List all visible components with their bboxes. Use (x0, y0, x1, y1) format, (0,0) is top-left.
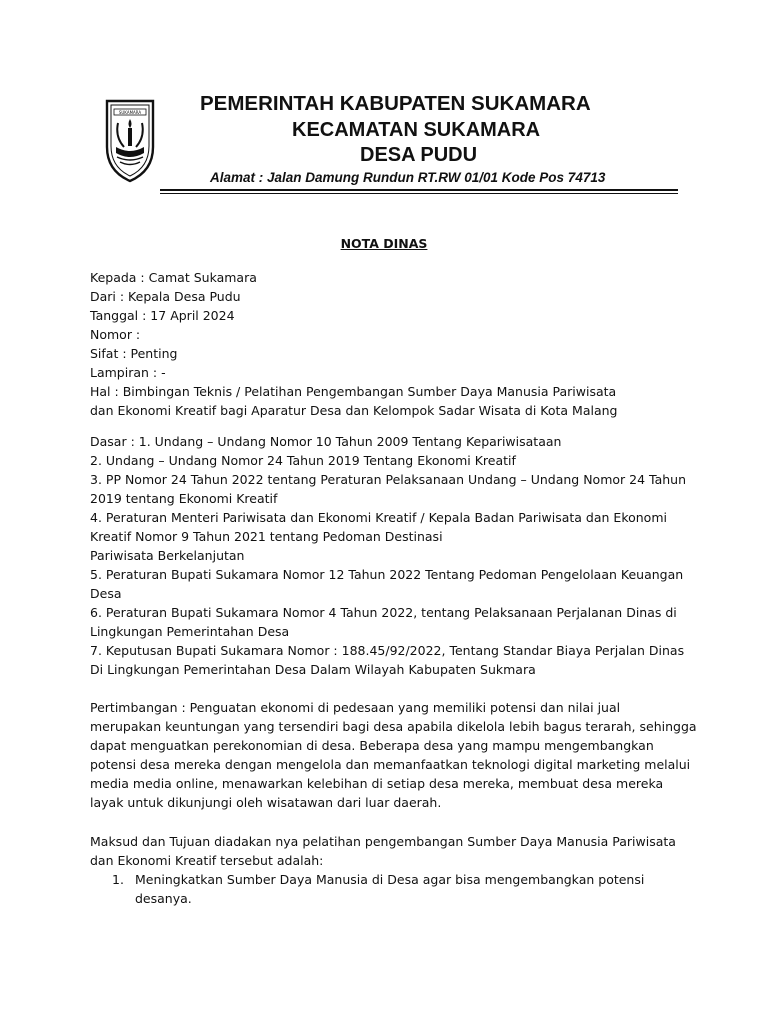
field-hal-continued: dan Ekonomi Kreatif bagi Aparatur Desa dan Kelompok Sadar Wisata di Kota Malang (90, 403, 618, 418)
pertimbangan-line: potensi desa mereka dengan mengelola dan memanfaatkan teknologi digital marketing melalui (90, 757, 691, 772)
maksud-section (90, 832, 690, 908)
dasar-line: Desa (90, 586, 122, 601)
pertimbangan-section (90, 698, 697, 812)
list-item-text: Meningkatkan Sumber Daya Manusia di Desa agar bisa mengembangkan potensi (135, 872, 645, 887)
pertimbangan-line: Pertimbangan : Penguatan ekonomi di pedesaan yang memiliki potensi dan nilai jual (90, 700, 621, 715)
field-hal: Hal : Bimbingan Teknis / Pelatihan Pengembangan Sumber Daya Manusia Pariwisata (90, 384, 617, 399)
field-tanggal: Tanggal : 17 April 2024 (90, 308, 235, 323)
dasar-line: 4. Peraturan Menteri Pariwisata dan Ekonomi Kreatif / Kepala Badan Pariwisata dan Ekonomi (90, 510, 667, 525)
field-sifat: Sifat : Penting (90, 346, 178, 361)
pertimbangan-line: merupakan keuntungan yang tersendiri bagi desa apabila dikelola lebih bagus terarah, sehingga (90, 719, 697, 734)
address-line: Alamat : Jalan Damung Rundun RT.RW 01/01 Kode Pos 74713 (210, 170, 606, 185)
list-item-text: desanya. (135, 891, 192, 906)
letterhead-rule-thick (160, 189, 678, 191)
field-lampiran: Lampiran : - (90, 365, 166, 380)
dasar-line: 5. Peraturan Bupati Sukamara Nomor 12 Tahun 2022 Tentang Pedoman Pengelolaan Keuangan (90, 567, 684, 582)
government-name: PEMERINTAH KABUPATEN SUKAMARA (200, 92, 591, 115)
dasar-line: 2019 tentang Ekonomi Kreatif (90, 491, 278, 506)
field-dari: Dari : Kepala Desa Pudu (90, 289, 241, 304)
pertimbangan-line: media media online, menawarkan kelebihan di setiap desa mereka, membuat desa mereka (90, 776, 664, 791)
field-kepada: Kepada : Camat Sukamara (90, 270, 257, 285)
maksud-line: dan Ekonomi Kreatif tersebut adalah: (90, 853, 324, 868)
letterhead-rule-thin (160, 193, 678, 194)
pertimbangan-line: dapat menguatkan perekonomian di desa. Beberapa desa yang mampu mengembangkan (90, 738, 654, 753)
dasar-line: Pariwisata Berkelanjutan (90, 548, 245, 563)
maksud-line: Maksud dan Tujuan diadakan nya pelatihan pengembangan Sumber Daya Manusia Pariwisata (90, 834, 676, 849)
field-nomor: Nomor : (90, 327, 141, 342)
village-name: DESA PUDU (360, 144, 478, 166)
dasar-line: 6. Peraturan Bupati Sukamara Nomor 4 Tahun 2022, tentang Pelaksanaan Perjalanan Dinas di (90, 605, 677, 620)
header-fields (90, 268, 690, 420)
dasar-line: Lingkungan Pemerintahan Desa (90, 624, 290, 639)
dasar-line: Di Lingkungan Pemerintahan Desa Dalam Wilayah Kabupaten Sukmara (90, 662, 536, 677)
dasar-section (90, 432, 690, 679)
document-title: NOTA DINAS (340, 236, 428, 251)
regency-coat-of-arms-logo (104, 97, 156, 183)
dasar-line: Kreatif Nomor 9 Tahun 2021 tentang Pedoman Destinasi (90, 529, 443, 544)
logo-banner-text: SUKAMARA (118, 109, 142, 115)
list-item-number: 1. (112, 872, 124, 887)
district-name: KECAMATAN SUKAMARA (292, 119, 541, 141)
dasar-line: 3. PP Nomor 24 Tahun 2022 tentang Peraturan Pelaksanaan Undang – Undang Nomor 24 Tahun (90, 472, 687, 487)
tujuan-list-item (90, 870, 690, 908)
pertimbangan-line: layak untuk dikunjungi oleh wisatawan dari luar daerah. (90, 795, 442, 810)
dasar-line: Dasar : 1. Undang – Undang Nomor 10 Tahun 2009 Tentang Kepariwisataan (90, 434, 562, 449)
dasar-line: 7. Keputusan Bupati Sukamara Nomor : 188.45/92/2022, Tentang Standar Biaya Perjalan Dinas (90, 643, 685, 658)
dasar-line: 2. Undang – Undang Nomor 24 Tahun 2019 Tentang Ekonomi Kreatif (90, 453, 516, 468)
